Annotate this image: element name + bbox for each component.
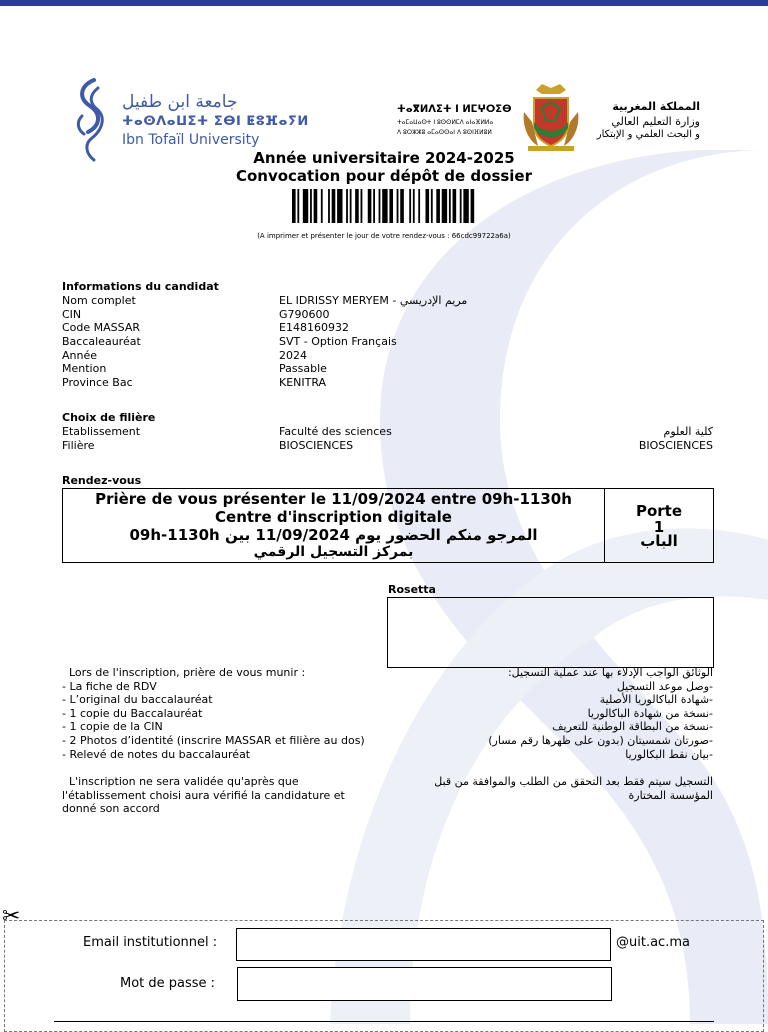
candidate-value: EL IDRISSY MERYEM - مريم الإدريسي <box>279 294 468 307</box>
candidate-value: Passable <box>279 362 327 375</box>
ministry-name-ar-line-1: وزارة التعليم العالي <box>611 115 700 128</box>
candidate-section-heading: Informations du candidat <box>62 280 219 293</box>
scissors-icon: ✂ <box>2 904 21 929</box>
validation-note-fr: donné son accord <box>62 802 160 815</box>
validation-note-ar: المؤسسة المختارة <box>628 789 713 802</box>
documents-intro-fr: Lors de l'inscription, prière de vous munir : <box>69 666 306 679</box>
morocco-coat-of-arms <box>520 82 582 152</box>
document-item-fr: - L’original du baccalauréat <box>62 693 213 706</box>
email-label: Email institutionnel : <box>83 935 218 950</box>
candidate-label: Baccaleauréat <box>62 335 141 348</box>
candidate-label: Nom complet <box>62 294 136 307</box>
rendezvous-center-fr: Centre d'inscription digitale <box>215 508 452 526</box>
candidate-value: E148160932 <box>279 321 349 334</box>
document-item-fr: - Relevé de notes du baccalauréat <box>62 748 251 761</box>
candidate-value: SVT - Option Français <box>279 335 397 348</box>
validation-note-ar: التسجيل سيتم فقط بعد التحقق من الطلب والموافقة من قبل <box>434 775 713 788</box>
document-item-fr: - 1 copie du Baccalauréat <box>62 707 203 720</box>
ministry-name-ar-line-2: و البحث العلمي و الإبتكار <box>596 129 700 140</box>
print-instruction: (A imprimer et présenter le jour de votre rendez-vous : 66cdc99722a6a) <box>257 232 511 240</box>
rendezvous-center-ar: بمركز التسجيل الرقمي <box>253 544 414 560</box>
porte-label-ar: الباب <box>640 532 678 550</box>
filiere-value-ar: BIOSCIENCES <box>638 439 713 452</box>
kingdom-name-ar: المملكة المغربية <box>612 100 700 113</box>
university-name-ar: جامعة ابن طفيل <box>122 92 238 112</box>
candidate-value: 2024 <box>279 349 307 362</box>
rendezvous-date-fr: Prière de vous présenter le 11/09/2024 entre 09h-1130h <box>95 490 572 508</box>
filiere-value-ar: كلية العلوم <box>663 425 713 438</box>
document-item-fr: - 2 Photos d’identité (inscrire MASSAR et filière au dos) <box>62 734 365 747</box>
filiere-section-heading: Choix de filière <box>62 411 156 424</box>
porte-label: Porte <box>635 502 683 520</box>
rendezvous-box <box>62 488 714 563</box>
ministry-tifinagh-line-1: ⵜⴰⴳⵍⴷⵉⵜ ⵏ ⵍⵎⵖⵔⵉⴱ <box>397 104 512 115</box>
rosetta-label: Rosetta <box>388 583 436 596</box>
rendezvous-date-ar: المرجو منكم الحضور يوم 11/09/2024 بين 09h-1130h <box>129 526 538 544</box>
filiere-value: Faculté des sciences <box>279 425 392 438</box>
filiere-value: BIOSCIENCES <box>279 439 354 452</box>
filiere-label: Etablissement <box>62 425 141 438</box>
bottom-rule <box>54 1021 714 1022</box>
filiere-label: Filière <box>62 439 95 452</box>
barcode <box>292 189 476 223</box>
rendezvous-heading: Rendez-vous <box>62 474 142 487</box>
documents-intro-ar: الوثائق الواجب الإدلاء بها عند عملية التسجيل: <box>507 666 713 679</box>
porte-number: 1 <box>653 518 665 536</box>
validation-note-fr: l'établissement choisi aura vérifié la candidature et <box>62 789 345 802</box>
candidate-label: Mention <box>62 362 107 375</box>
candidate-label: CIN <box>62 308 82 321</box>
rosetta-box <box>387 597 714 668</box>
document-item-ar: -بيان نقط البكالوريا <box>625 748 713 761</box>
document-item-ar: -شهادة الباكالوريا الأصلية <box>599 693 713 706</box>
validation-note-fr: L'inscription ne sera validée qu'après que <box>69 775 299 788</box>
candidate-value: KENITRA <box>279 376 327 389</box>
candidate-label: Province Bac <box>62 376 133 389</box>
candidate-label: Code MASSAR <box>62 321 141 334</box>
email-field[interactable] <box>236 928 611 961</box>
document-item-ar: -وصل موعد التسجيل <box>616 680 713 693</box>
university-name-en: Ibn Tofaïl University <box>122 132 260 148</box>
password-label: Mot de passe : <box>120 976 216 991</box>
candidate-value: G790600 <box>279 308 330 321</box>
document-item-fr: - 1 copie de la CIN <box>62 720 163 733</box>
document-item-ar: -صورتان شمسيتان (بدون على ظهرها رقم مسار) <box>488 734 713 747</box>
email-domain-suffix: @uit.ac.ma <box>616 935 690 950</box>
ministry-tifinagh-line-2: ⵜⴰⵎⴰⵡⴰⵙⵜ ⵏ ⵓⵙⵙⵍⵎⴷ ⴰⵏⴰⴼⵍⵍⴰ <box>397 119 494 126</box>
document-item-ar: -نسخة من البطاقة الوطنية للتعريف <box>552 720 713 733</box>
document-item-fr: - La fiche de RDV <box>62 680 157 693</box>
password-field[interactable] <box>237 967 612 1001</box>
candidate-label: Année <box>62 349 98 362</box>
ministry-tifinagh-line-3: ⴷ ⵓⵔⵣⵣⵓ ⴰⵎⴰⵙⵙⴰⵏ ⴷ ⵓⵙⵏⴼⵍⵓⵍ <box>397 129 492 136</box>
academic-year-title: Année universitaire 2024-2025 <box>253 149 515 167</box>
convocation-title: Convocation pour dépôt de dossier <box>235 167 533 185</box>
document-item-ar: -نسخة من شهادة الباكالوريا <box>587 707 713 720</box>
university-name-tifinagh: ⵜⴰⵙⴷⴰⵡⵉⵜ ⵉⴱⵏ ⵟⵓⴼⴰⵢⵍ <box>122 114 309 129</box>
